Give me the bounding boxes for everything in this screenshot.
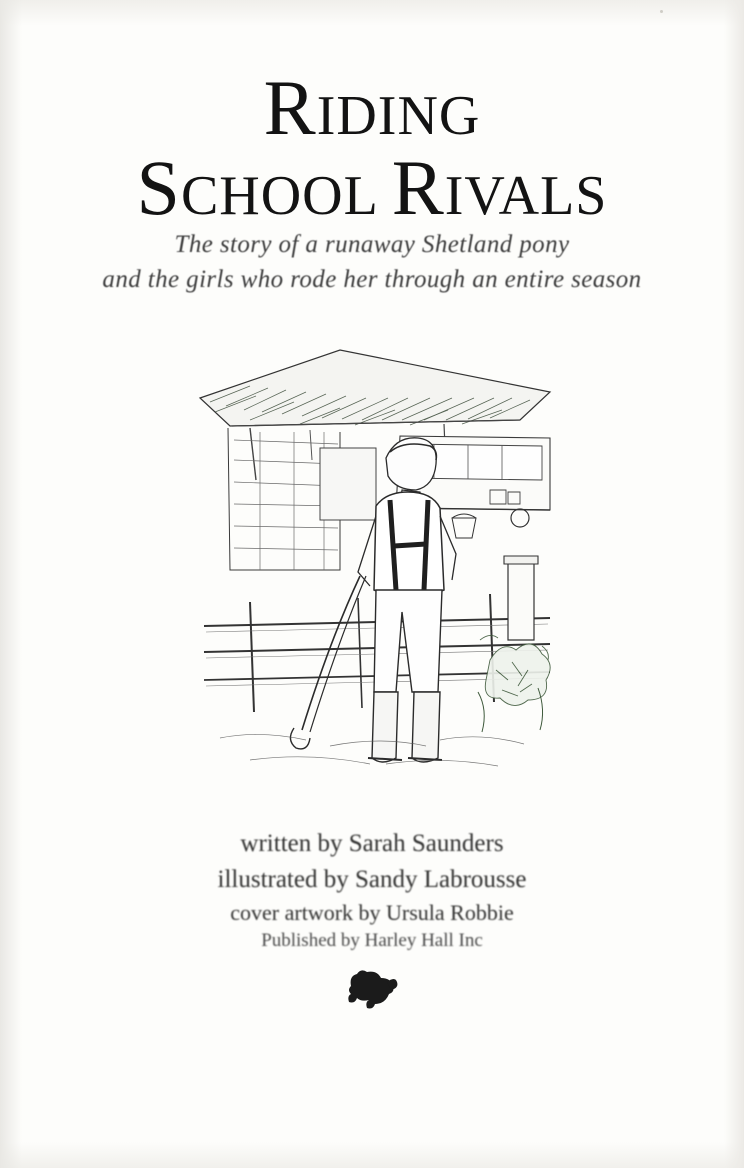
title-line-2 (0, 144, 744, 232)
title-word-rivals: IVALS (444, 165, 608, 228)
subtitle-line-2: and the girls who rode her through an entire season (102, 265, 642, 293)
cover-illustration (190, 340, 570, 790)
title-line-1 (0, 64, 744, 151)
subtitle-line-1: The story of a runaway Shetland pony (174, 231, 570, 258)
paper-speck (660, 10, 663, 13)
title-initial-r2: R (391, 144, 445, 232)
credit-author: written by Sarah Saunders (240, 830, 504, 857)
credit-publisher: Published by Harley Hall Inc (261, 930, 483, 952)
title-initial-s: S (136, 144, 181, 232)
title-word-riding: IDING (316, 85, 481, 147)
credit-illustrator: illustrated by Sandy Labrousse (217, 865, 527, 893)
book-subtitle (0, 228, 744, 297)
book-title (0, 64, 744, 232)
title-initial-r: R (263, 64, 317, 151)
title-word-school: CHOOL (180, 165, 392, 228)
credit-cover-artist: cover artwork by Ursula Robbie (230, 900, 514, 925)
credits (0, 826, 744, 955)
dog-icon (337, 966, 407, 1010)
publisher-device (0, 966, 744, 1015)
